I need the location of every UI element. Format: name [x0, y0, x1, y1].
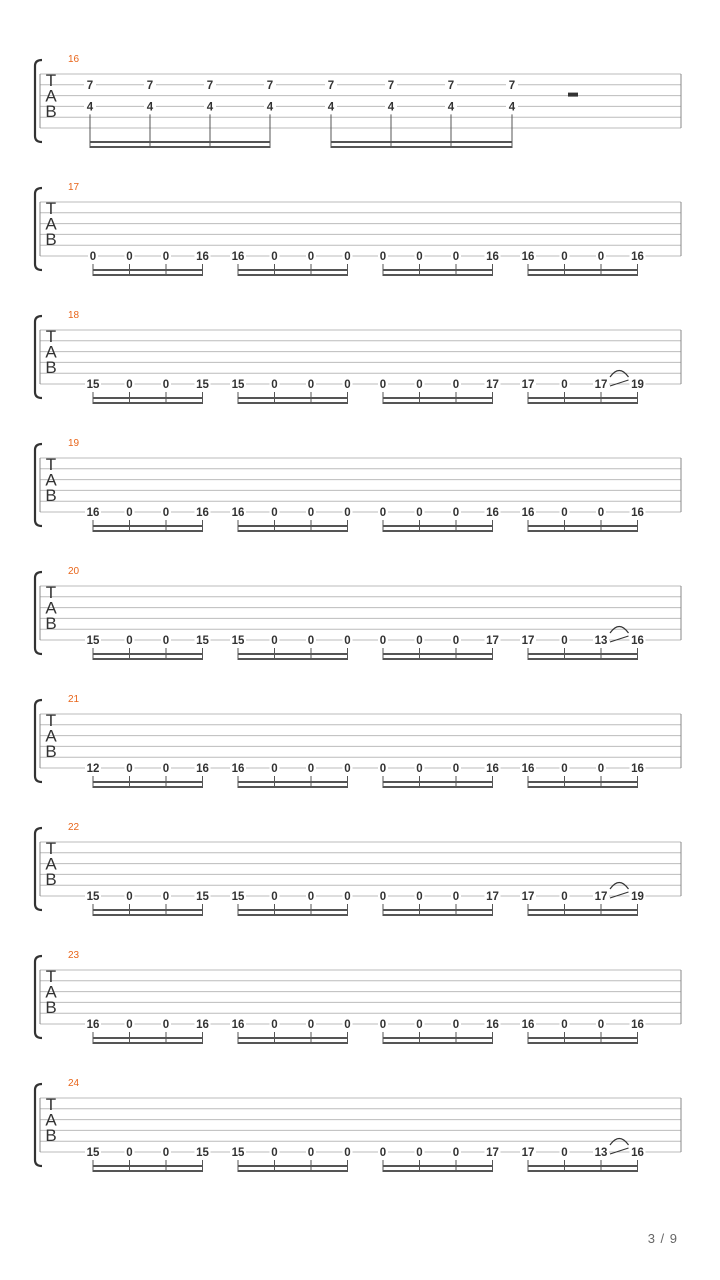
fret-number: 0 — [416, 251, 423, 263]
fret-number: 17 — [486, 891, 499, 903]
measure-number: 19 — [68, 438, 80, 449]
fret-number: 4 — [86, 101, 94, 114]
measure-number: 24 — [68, 1078, 80, 1089]
tab-clef-letter: B — [45, 1126, 57, 1145]
system-bracket — [35, 572, 42, 654]
fret-number: 4 — [508, 101, 516, 114]
fret-number: 16 — [486, 251, 499, 263]
fret-number: 15 — [231, 635, 245, 647]
system-measure-18 — [35, 310, 681, 404]
tab-clef-letter: A — [45, 342, 57, 362]
beam — [93, 525, 203, 527]
system-bracket — [35, 1084, 42, 1166]
beam — [93, 1170, 203, 1172]
beam — [93, 909, 203, 911]
tab-clef-letter: T — [45, 327, 57, 346]
beam — [383, 525, 493, 527]
fret-number: 0 — [379, 635, 387, 647]
fret-number: 12 — [86, 763, 100, 775]
tab-clef-letter: B — [45, 102, 57, 121]
fret-number: 0 — [307, 1019, 315, 1031]
tab-clef-letter: B — [45, 486, 57, 505]
fret-number: 0 — [126, 763, 133, 775]
system-bracket — [35, 444, 42, 526]
system-bracket — [35, 700, 42, 782]
tab-clef-letter: A — [45, 854, 57, 874]
fret-number: 7 — [327, 79, 335, 92]
fret-number: 0 — [307, 891, 315, 903]
beam — [528, 786, 638, 788]
fret-number: 15 — [196, 379, 209, 391]
fret-number: 0 — [344, 251, 351, 263]
beam — [528, 653, 638, 655]
fret-number: 0 — [126, 891, 133, 903]
beam — [238, 653, 348, 655]
fret-number: 0 — [561, 1147, 568, 1159]
fret-number: 0 — [162, 507, 170, 519]
beam — [528, 525, 638, 527]
beam — [238, 781, 348, 783]
system-measure-22 — [35, 822, 681, 916]
fret-number: 0 — [126, 379, 133, 391]
half-rest — [568, 93, 578, 97]
beam — [528, 269, 638, 271]
measure-number: 16 — [68, 54, 80, 65]
measure-number: 23 — [68, 950, 80, 961]
fret-number: 0 — [307, 379, 315, 391]
fret-number: 13 — [594, 1147, 608, 1159]
fret-number: 16 — [631, 251, 644, 263]
fret-number: 0 — [271, 507, 278, 519]
fret-number: 0 — [379, 379, 387, 391]
beam — [93, 786, 203, 788]
fret-number: 0 — [162, 635, 170, 647]
beam — [93, 1165, 203, 1167]
beam — [238, 909, 348, 911]
slur-arc — [610, 371, 629, 378]
fret-number: 13 — [594, 635, 608, 647]
beam — [383, 658, 493, 660]
fret-number: 0 — [452, 891, 460, 903]
fret-number: 0 — [379, 507, 387, 519]
measure-number: 17 — [68, 182, 80, 193]
fret-number: 19 — [631, 379, 644, 391]
tab-clef-letter: A — [45, 726, 57, 746]
fret-number: 0 — [271, 1019, 278, 1031]
fret-number: 0 — [597, 1019, 605, 1031]
tab-clef-letter: T — [45, 967, 57, 986]
beam — [528, 1042, 638, 1044]
beam — [93, 397, 203, 399]
beam — [238, 1037, 348, 1039]
system-measure-24 — [35, 1078, 681, 1172]
fret-number: 7 — [86, 79, 94, 92]
slide-line — [610, 1148, 629, 1154]
fret-number: 0 — [416, 635, 423, 647]
fret-number: 19 — [631, 891, 644, 903]
beam — [528, 402, 638, 404]
fret-number: 16 — [231, 251, 245, 263]
fret-number: 0 — [416, 379, 423, 391]
fret-number: 0 — [162, 379, 170, 391]
system-measure-19 — [35, 438, 681, 532]
fret-number: 0 — [344, 635, 351, 647]
fret-number: 17 — [521, 891, 535, 903]
fret-number: 0 — [452, 1147, 460, 1159]
tab-clef-letter: B — [45, 358, 57, 377]
fret-number: 0 — [307, 763, 315, 775]
tab-clef-letter: T — [45, 711, 57, 730]
tab-clef-letter: A — [45, 470, 57, 490]
beam — [93, 274, 203, 276]
slur-arc — [610, 627, 629, 634]
beam — [93, 658, 203, 660]
system-bracket — [35, 316, 42, 398]
fret-number: 0 — [416, 1147, 423, 1159]
system-bracket — [35, 956, 42, 1038]
beam — [528, 530, 638, 532]
fret-number: 15 — [86, 379, 100, 391]
beam — [238, 1165, 348, 1167]
tab-clef-letter: B — [45, 742, 57, 761]
fret-number: 17 — [486, 635, 499, 647]
fret-number: 0 — [379, 1147, 387, 1159]
fret-number: 0 — [452, 507, 460, 519]
fret-number: 4 — [327, 101, 335, 114]
tab-clef-letter: A — [45, 86, 57, 106]
slide-line — [610, 892, 629, 898]
fret-number: 0 — [344, 763, 351, 775]
beam — [383, 1042, 493, 1044]
fret-number: 4 — [266, 101, 274, 114]
tab-clef-letter: B — [45, 998, 57, 1017]
fret-number: 16 — [631, 635, 644, 647]
fret-number: 16 — [196, 507, 209, 519]
fret-number: 0 — [344, 1019, 351, 1031]
page-total: 9 — [669, 1231, 678, 1246]
fret-number: 17 — [486, 379, 499, 391]
beam — [238, 1170, 348, 1172]
beam — [383, 1170, 493, 1172]
fret-number: 16 — [486, 1019, 499, 1031]
fret-number: 0 — [452, 635, 460, 647]
fret-number: 16 — [231, 763, 245, 775]
fret-number: 0 — [271, 251, 278, 263]
system-measure-16 — [35, 54, 681, 148]
fret-number: 15 — [86, 891, 100, 903]
fret-number: 0 — [597, 507, 605, 519]
fret-number: 16 — [196, 1019, 209, 1031]
beam — [383, 274, 493, 276]
fret-number: 16 — [631, 763, 644, 775]
beam — [383, 914, 493, 916]
fret-number: 16 — [631, 1147, 644, 1159]
fret-number: 15 — [231, 891, 245, 903]
fret-number: 16 — [631, 507, 644, 519]
fret-number: 0 — [344, 507, 351, 519]
page-current: 3 — [647, 1231, 656, 1246]
fret-number: 0 — [126, 251, 133, 263]
fret-number: 0 — [416, 763, 423, 775]
fret-number: 0 — [126, 507, 133, 519]
beam — [383, 653, 493, 655]
fret-number: 16 — [521, 1019, 535, 1031]
fret-number: 0 — [344, 1147, 351, 1159]
beam — [238, 914, 348, 916]
beam — [528, 914, 638, 916]
fret-number: 0 — [271, 1147, 278, 1159]
beam — [93, 653, 203, 655]
fret-number: 0 — [561, 635, 568, 647]
fret-number: 0 — [89, 251, 97, 263]
fret-number: 0 — [379, 891, 387, 903]
fret-number: 0 — [561, 251, 568, 263]
beam — [238, 274, 348, 276]
slur-arc — [610, 1139, 629, 1146]
fret-number: 4 — [146, 101, 154, 114]
system-measure-17 — [35, 182, 681, 276]
beam — [90, 146, 270, 148]
fret-number: 0 — [307, 635, 315, 647]
beam — [383, 1165, 493, 1167]
tab-clef-letter: T — [45, 199, 57, 218]
fret-number: 17 — [521, 635, 535, 647]
fret-number: 7 — [266, 79, 274, 92]
fret-number: 0 — [597, 763, 605, 775]
fret-number: 0 — [452, 379, 460, 391]
beam — [93, 269, 203, 271]
beam — [90, 141, 270, 143]
beam — [93, 781, 203, 783]
beam — [93, 914, 203, 916]
beam — [528, 397, 638, 399]
fret-number: 0 — [126, 1019, 133, 1031]
fret-number: 15 — [196, 1147, 209, 1159]
fret-number: 0 — [126, 635, 133, 647]
fret-number: 0 — [452, 251, 460, 263]
beam — [238, 658, 348, 660]
fret-number: 16 — [521, 763, 535, 775]
fret-number: 0 — [561, 891, 568, 903]
tab-clef-letter: B — [45, 614, 57, 633]
fret-number: 0 — [379, 1019, 387, 1031]
system-measure-21 — [35, 694, 681, 788]
fret-number: 16 — [521, 251, 535, 263]
slur-arc — [610, 883, 629, 890]
beam — [383, 1037, 493, 1039]
beam — [528, 1170, 638, 1172]
beam — [528, 274, 638, 276]
beam — [528, 658, 638, 660]
tab-clef-letter: T — [45, 1095, 57, 1114]
beam — [93, 530, 203, 532]
fret-number: 16 — [196, 251, 209, 263]
tab-clef-letter: T — [45, 455, 57, 474]
beam — [238, 786, 348, 788]
fret-number: 0 — [162, 251, 170, 263]
beam — [238, 397, 348, 399]
fret-number: 7 — [508, 79, 516, 92]
fret-number: 16 — [486, 763, 499, 775]
system-bracket — [35, 188, 42, 270]
fret-number: 0 — [271, 891, 278, 903]
fret-number: 0 — [307, 1147, 315, 1159]
fret-number: 16 — [231, 507, 245, 519]
fret-number: 16 — [196, 763, 209, 775]
fret-number: 16 — [521, 507, 535, 519]
beam — [238, 525, 348, 527]
beam — [238, 1042, 348, 1044]
fret-number: 0 — [271, 379, 278, 391]
fret-number: 17 — [594, 379, 608, 391]
beam — [528, 1037, 638, 1039]
fret-number: 4 — [206, 101, 214, 114]
fret-number: 7 — [387, 79, 395, 92]
fret-number: 0 — [162, 1147, 170, 1159]
fret-number: 0 — [416, 1019, 423, 1031]
system-measure-23 — [35, 950, 681, 1044]
beam — [383, 402, 493, 404]
slide-line — [610, 380, 629, 386]
fret-number: 16 — [486, 507, 499, 519]
fret-number: 4 — [387, 101, 395, 114]
fret-number: 0 — [126, 1147, 133, 1159]
fret-number: 7 — [447, 79, 455, 92]
fret-number: 0 — [271, 763, 278, 775]
measure-number: 22 — [68, 822, 80, 833]
fret-number: 16 — [86, 507, 100, 519]
fret-number: 15 — [231, 1147, 245, 1159]
beam — [331, 141, 512, 143]
fret-number: 0 — [452, 1019, 460, 1031]
tab-clef-letter: T — [45, 71, 57, 90]
beam — [93, 1042, 203, 1044]
fret-number: 0 — [162, 1019, 170, 1031]
system-measure-20 — [35, 566, 681, 660]
beam — [528, 1165, 638, 1167]
fret-number: 0 — [416, 507, 423, 519]
tab-clef-letter: B — [45, 230, 57, 249]
fret-number: 0 — [344, 379, 351, 391]
slide-line — [610, 636, 629, 642]
tab-clef-letter: T — [45, 839, 57, 858]
fret-number: 15 — [86, 1147, 100, 1159]
beam — [383, 530, 493, 532]
fret-number: 0 — [162, 763, 170, 775]
beam — [331, 146, 512, 148]
fret-number: 0 — [561, 507, 568, 519]
beam — [528, 909, 638, 911]
fret-number: 15 — [196, 891, 209, 903]
beam — [238, 530, 348, 532]
beam — [383, 786, 493, 788]
tab-clef-letter: A — [45, 598, 57, 618]
fret-number: 16 — [86, 1019, 100, 1031]
fret-number: 0 — [561, 379, 568, 391]
fret-number: 17 — [521, 1147, 535, 1159]
beam — [93, 402, 203, 404]
fret-number: 0 — [452, 763, 460, 775]
fret-number: 16 — [631, 1019, 644, 1031]
fret-number: 0 — [561, 763, 568, 775]
beam — [383, 269, 493, 271]
measure-number: 18 — [68, 310, 80, 321]
fret-number: 17 — [521, 379, 535, 391]
measure-number: 20 — [68, 566, 80, 577]
fret-number: 0 — [271, 635, 278, 647]
fret-number: 0 — [379, 251, 387, 263]
tab-clef-letter: A — [45, 982, 57, 1002]
beam — [238, 269, 348, 271]
beam — [93, 1037, 203, 1039]
fret-number: 0 — [307, 507, 315, 519]
fret-number: 7 — [206, 79, 214, 92]
beam — [383, 397, 493, 399]
fret-number: 17 — [594, 891, 608, 903]
fret-number: 0 — [561, 1019, 568, 1031]
fret-number: 15 — [231, 379, 245, 391]
fret-number: 7 — [146, 79, 154, 92]
fret-number: 0 — [416, 891, 423, 903]
beam — [528, 781, 638, 783]
fret-number: 0 — [307, 251, 315, 263]
fret-number: 0 — [597, 251, 605, 263]
measure-number: 21 — [68, 694, 80, 705]
tab-clef-letter: A — [45, 214, 57, 234]
fret-number: 0 — [344, 891, 351, 903]
fret-number: 15 — [196, 635, 209, 647]
system-bracket — [35, 60, 42, 142]
system-bracket — [35, 828, 42, 910]
tab-clef-letter: T — [45, 583, 57, 602]
tab-clef-letter: A — [45, 1110, 57, 1130]
fret-number: 17 — [486, 1147, 499, 1159]
fret-number: 0 — [379, 763, 387, 775]
beam — [383, 781, 493, 783]
beam — [238, 402, 348, 404]
beam — [383, 909, 493, 911]
fret-number: 16 — [231, 1019, 245, 1031]
page-number: 3 / 9 — [647, 1231, 678, 1246]
tab-clef-letter: B — [45, 870, 57, 889]
fret-number: 15 — [86, 635, 100, 647]
fret-number: 4 — [447, 101, 455, 114]
fret-number: 0 — [162, 891, 170, 903]
